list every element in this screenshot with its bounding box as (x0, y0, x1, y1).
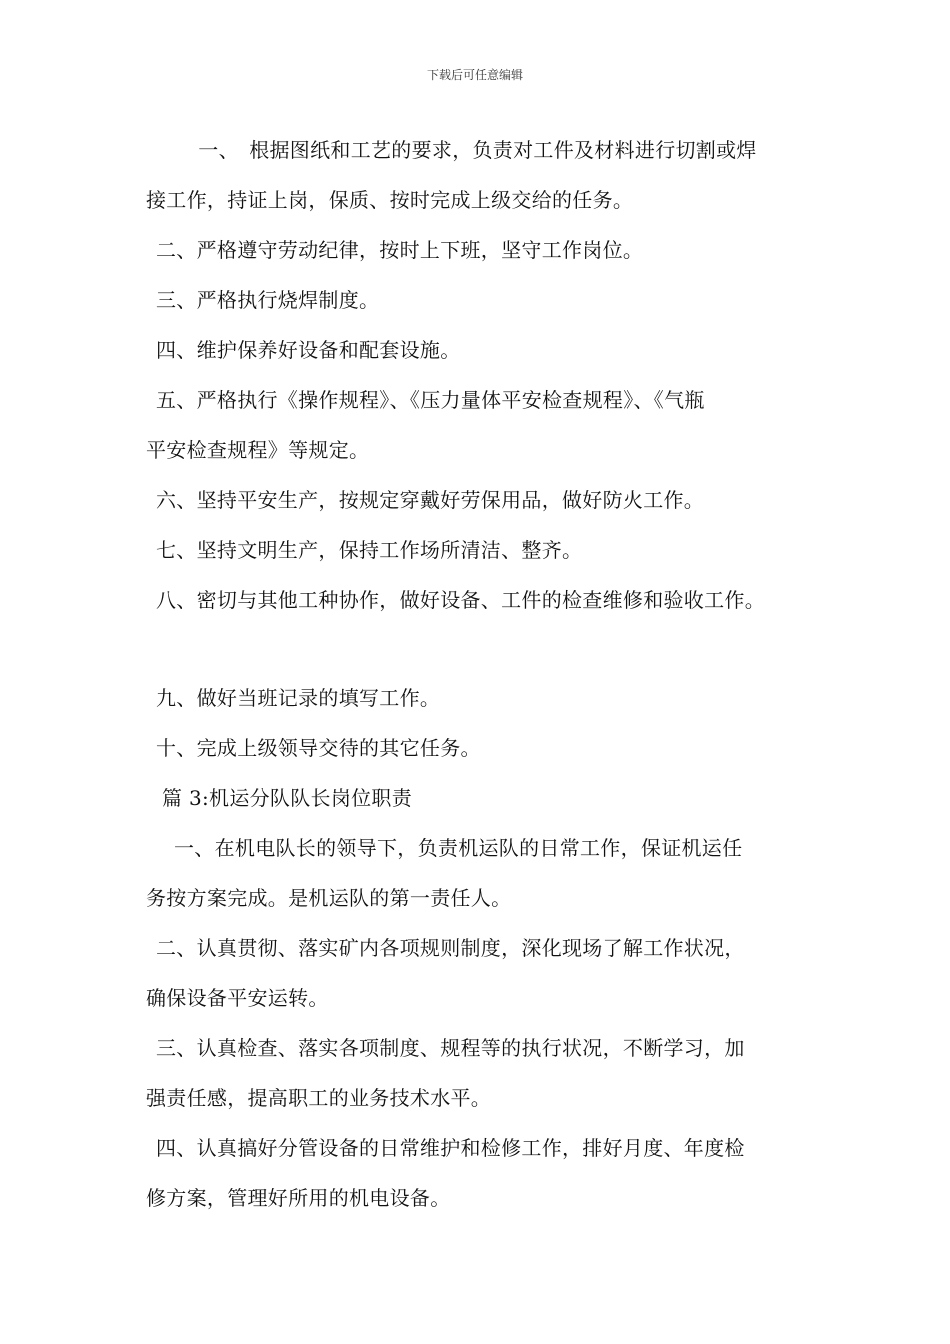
paragraph-5-line-2: 平安检查规程》等规定。 (146, 438, 370, 462)
paragraph-5-line-1: 五、严格执行《操作规程》、《压力量体平安检查规程》、《气瓶 (156, 388, 705, 412)
section-paragraph-2-line-2: 确保设备平安运转。 (146, 986, 329, 1010)
paragraph-10: 十、完成上级领导交待的其它任务。 (156, 736, 481, 760)
paragraph-4: 四、维护保养好设备和配套设施。 (156, 338, 461, 362)
section-heading: 篇 3:机运分队队长岗位职责 (162, 786, 413, 810)
paragraph-9: 九、做好当班记录的填写工作。 (156, 686, 441, 710)
page-header: 下载后可任意编辑 (426, 68, 523, 82)
section-paragraph-3-line-2: 强责任感，提高职工的业务技术水平。 (146, 1086, 492, 1110)
section-paragraph-4-line-1: 四、认真搞好分管设备的日常维护和检修工作，排好月度、年度检 (156, 1136, 745, 1160)
paragraph-1-line-1: 一、 根据图纸和工艺的要求，负责对工件及材料进行切割或焊 (178, 138, 757, 162)
paragraph-7: 七、坚持文明生产，保持工作场所清洁、整齐。 (156, 538, 583, 562)
section-paragraph-1-line-2: 务按方案完成。是机运队的第一责任人。 (146, 886, 512, 910)
paragraph-6: 六、坚持平安生产，按规定穿戴好劳保用品，做好防火工作。 (156, 488, 705, 512)
paragraph-3: 三、严格执行烧焊制度。 (156, 288, 380, 312)
section-paragraph-3-line-1: 三、认真检查、落实各项制度、规程等的执行状况，不断学习，加 (156, 1036, 745, 1060)
paragraph-2: 二、严格遵守劳动纪律，按时上下班，坚守工作岗位。 (156, 238, 644, 262)
section-paragraph-1-line-1: 一、在机电队长的领导下，负责机运队的日常工作，保证机运任 (174, 836, 743, 860)
section-paragraph-2-line-1: 二、认真贯彻、落实矿内各项规则制度，深化现场了解工作状况， (156, 936, 745, 960)
section-paragraph-4-line-2: 修方案，管理好所用的机电设备。 (146, 1186, 451, 1210)
paragraph-8: 八、密切与其他工种协作，做好设备、工件的检查维修和验收工作。 (156, 588, 765, 612)
paragraph-1-line-2: 接工作，持证上岗，保质、按时完成上级交给的任务。 (146, 188, 634, 212)
